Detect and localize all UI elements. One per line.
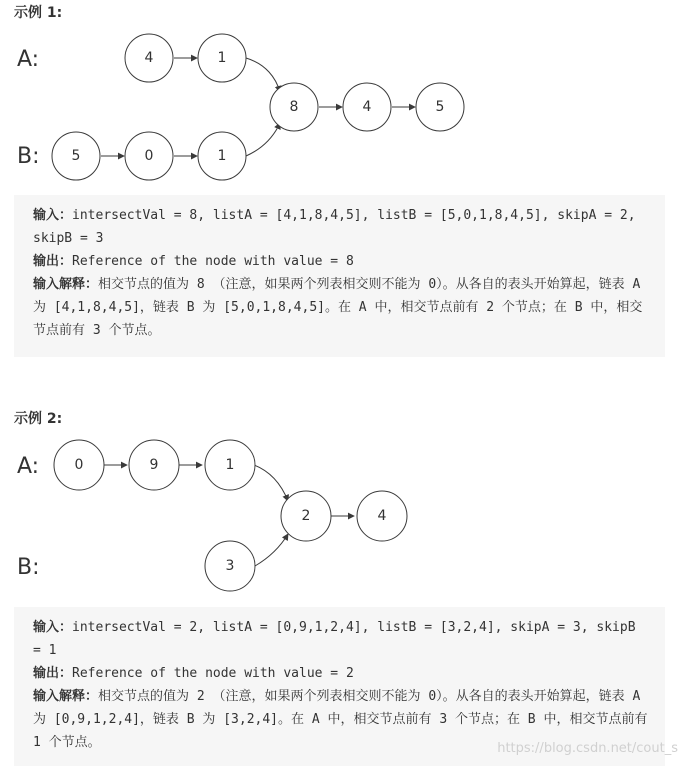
node-c1 (270, 83, 318, 131)
input-label: 输入： (33, 620, 73, 635)
example-1-diagram (0, 22, 684, 192)
input-text: intersectVal = 8, listA = [4,1,8,4,5], listB = [5,0,1,8,4,5], skipA = 2, skipB = 3 (33, 208, 636, 246)
svg-text:0: 0 (74, 457, 84, 473)
svg-text:5: 5 (71, 148, 81, 164)
output-text: Reference of the node with value = 8 (72, 254, 354, 269)
svg-text:4: 4 (144, 50, 154, 66)
edge-a2-c1 (246, 58, 280, 92)
list-b-label: B: (17, 144, 40, 169)
output-line (33, 662, 649, 685)
explain-label: 输入解释： (33, 689, 99, 704)
svg-text:5: 5 (435, 99, 445, 115)
input-text: intersectVal = 2, listA = [0,9,1,2,4], listB = [3,2,4], skipA = 3, skipB = 1 (33, 620, 636, 658)
example-1-heading: 示例 1: (14, 5, 63, 21)
svg-text:3: 3 (225, 558, 235, 574)
edge-a3-c1 (254, 465, 288, 501)
node-b3 (198, 132, 246, 180)
svg-text:8: 8 (289, 99, 299, 115)
example-1-code-block (14, 195, 665, 357)
node-a1 (125, 34, 173, 82)
list-b-label: B: (17, 555, 40, 580)
svg-text:2: 2 (301, 508, 311, 524)
node-b2 (125, 132, 173, 180)
svg-text:9: 9 (149, 457, 159, 473)
svg-text:1: 1 (225, 457, 235, 473)
explain-text: 相交节点的值为 8 （注意，如果两个列表相交则不能为 0）。从各自的表头开始算起，链表 A 为 [4,1,8,4,5]，链表 B 为 [5,0,1,8,4,5]。在 A 中，相交节点前有 2 个节点；在 B 中，相交节点前有 3 个节点。 (33, 277, 643, 338)
list-a-label: A: (17, 454, 40, 479)
explain-text: 相交节点的值为 2 （注意，如果两个列表相交则不能为 0）。从各自的表头开始算起，链表 A 为 [0,9,1,2,4]，链表 B 为 [3,2,4]。在 A 中，相交节点前有 3 个节点；在 B 中，相交节点前有 1 个节点。 (33, 689, 648, 750)
svg-text:4: 4 (362, 99, 372, 115)
node-a2 (129, 440, 179, 490)
input-label: 输入： (33, 208, 73, 223)
edge-b3-c1 (246, 123, 280, 156)
node-a1 (54, 440, 104, 490)
node-a3 (205, 440, 255, 490)
watermark: https://blog.csdn.net/cout_s (497, 741, 678, 756)
node-c1 (281, 491, 331, 541)
example-2-diagram (0, 428, 684, 600)
output-text: Reference of the node with value = 2 (72, 666, 354, 681)
input-line (33, 204, 649, 250)
explain-label: 输入解释： (33, 277, 99, 292)
input-line (33, 616, 649, 662)
node-b1 (205, 541, 255, 591)
node-b1 (52, 132, 100, 180)
node-c3 (416, 83, 464, 131)
node-c2 (343, 83, 391, 131)
node-a2 (198, 34, 246, 82)
output-label: 输出： (33, 254, 73, 269)
svg-text:1: 1 (217, 148, 227, 164)
svg-text:4: 4 (377, 508, 387, 524)
edge-b1-c1 (255, 534, 288, 566)
explain-line (33, 273, 649, 342)
output-label: 输出： (33, 666, 73, 681)
node-c2 (357, 491, 407, 541)
example-2-heading: 示例 2: (14, 411, 63, 427)
output-line (33, 250, 649, 273)
list-a-label: A: (17, 47, 40, 72)
svg-text:0: 0 (144, 148, 154, 164)
svg-text:1: 1 (217, 50, 227, 66)
